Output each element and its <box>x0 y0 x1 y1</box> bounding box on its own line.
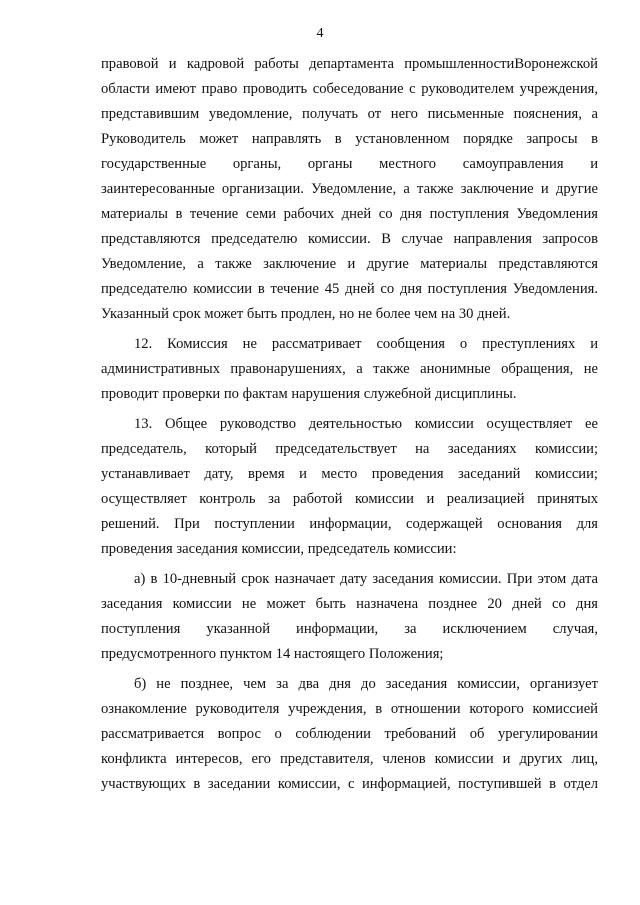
paragraph-12 <box>101 332 598 407</box>
text-line: представляются председателю комиссии. В случае направления запросов <box>101 231 598 247</box>
text-line: решений. При поступлении информации, содержащей основания для <box>101 516 598 532</box>
text-line: Уведомление, а также заключение и другие материалы представляются <box>101 256 598 272</box>
text-line: представившим уведомление, получать от него письменные пояснения, а <box>101 106 598 122</box>
text-line: рассматривается вопрос о соблюдении требований об урегулировании <box>101 726 598 742</box>
text-line: председателю комиссии в течение 45 дней со дня поступления Уведомления. <box>101 281 598 297</box>
text-line: председатель, который председательствует на заседаниях комиссии; <box>101 441 598 457</box>
text-line: проводит проверки по фактам нарушения служебной дисциплины. <box>101 386 517 402</box>
text-line: участвующих в заседании комиссии, с информацией, поступившей в отдел <box>101 776 598 792</box>
text-line: заседания комиссии не может быть назначена позднее 20 дней со дня <box>101 596 598 612</box>
text-line: административных правонарушениях, а также анонимные обращения, не <box>101 361 598 377</box>
text-line: ознакомление руководителя учреждения, в отношении которого комиссией <box>101 701 598 717</box>
text-line: поступления указанной информации, за исключением случая, <box>101 621 598 637</box>
text-line: предусмотренного пунктом 14 настоящего Положения; <box>101 646 444 662</box>
paragraph-continuation <box>101 52 598 327</box>
text-line: области имеют право проводить собеседование с руководителем учреждения, <box>101 81 598 97</box>
text-line: материалы в течение семи рабочих дней со дня поступления Уведомления <box>101 206 598 222</box>
paragraph-b <box>101 672 598 797</box>
text-line: государственные органы, органы местного самоуправления и <box>101 156 598 172</box>
text-line: Руководитель может направлять в установленном порядке запросы в <box>101 131 598 147</box>
paragraph-a <box>101 567 598 667</box>
text-line: 12. Комиссия не рассматривает сообщения о преступлениях и <box>134 336 598 352</box>
text-line: устанавливает дату, время и место проведения заседаний комиссии; <box>101 466 598 482</box>
text-line: Указанный срок может быть продлен, но не более чем на 30 дней. <box>101 306 511 322</box>
text-line: 13. Общее руководство деятельностью комиссии осуществляет ее <box>134 416 598 432</box>
page-number: 4 <box>316 26 324 41</box>
document-body <box>101 52 598 797</box>
text-line: б) не позднее, чем за два дня до заседания комиссии, организует <box>134 676 598 692</box>
text-line: осуществляет контроль за работой комиссии и реализацией принятых <box>101 491 598 507</box>
text-line: а) в 10-дневный срок назначает дату заседания комиссии. При этом дата <box>134 571 598 587</box>
text-line: правовой и кадровой работы департамента промышленностиВоронежской <box>101 56 598 72</box>
text-line: заинтересованные организации. Уведомление, а также заключение и другие <box>101 181 598 197</box>
text-line: проведения заседания комиссии, председатель комиссии: <box>101 541 457 557</box>
text-line: конфликта интересов, его представителя, членов комиссии и других лиц, <box>101 751 598 767</box>
paragraph-13 <box>101 412 598 562</box>
